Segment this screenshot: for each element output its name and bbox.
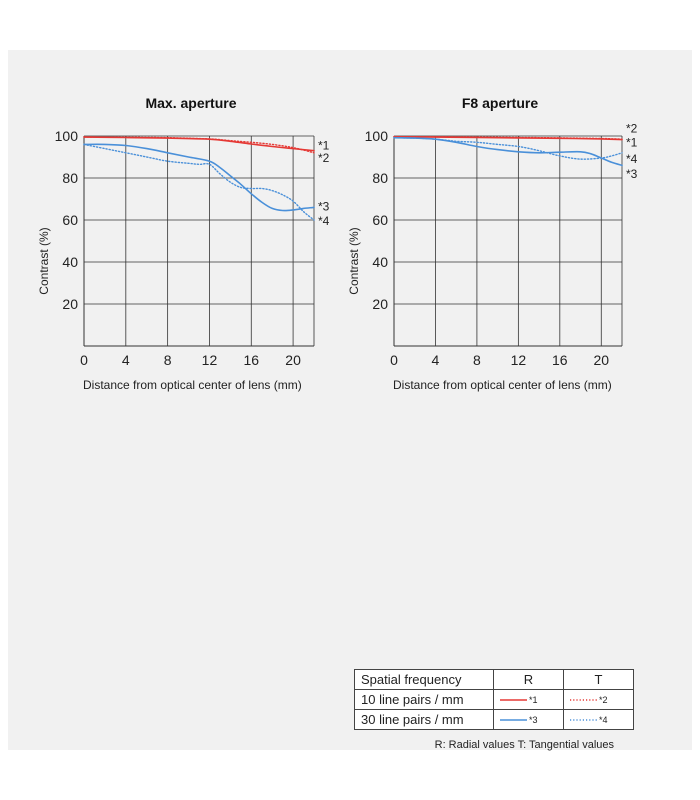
y-tick-label: 60 [62,212,78,228]
legend-header-t: T [564,670,634,690]
legend-header-label: Spatial frequency [355,670,494,690]
x-tick-label: 12 [201,352,218,368]
y-tick-label: 20 [372,296,388,312]
legend-row-10lp [355,690,634,710]
series-line-n3 [394,138,622,166]
legend-swatch-name: *3 [529,714,538,725]
series-end-label: *2 [318,151,330,166]
series-line-n3 [84,144,314,210]
y-axis-label: Contrast (%) [347,227,361,295]
legend-swatch-name: *2 [599,694,608,705]
x-tick-label: 16 [243,352,260,368]
y-tick-label: 40 [62,254,78,270]
legend-table [354,669,634,730]
y-tick-label: 80 [372,170,388,186]
legend-swatch-name: *1 [529,694,538,705]
legend-swatch-2 [564,690,634,710]
series-end-label: *4 [626,152,638,167]
x-axis-label: Distance from optical center of lens (mm) [393,378,612,392]
series-end-label: *1 [626,135,638,150]
legend-swatch-4 [564,710,634,730]
legend-row-label: 10 line pairs / mm [355,690,494,710]
legend-header-row [355,670,634,690]
series-end-label: *3 [318,199,330,214]
legend-header-r: R [494,670,564,690]
x-axis-label: Distance from optical center of lens (mm) [83,378,302,392]
series-end-label: *2 [626,121,638,136]
x-tick-label: 8 [163,352,172,368]
legend-swatch-3 [494,710,564,730]
chart-title: Max. aperture [145,95,237,111]
x-tick-label: 4 [121,352,130,368]
x-tick-label: 0 [80,352,88,368]
series-end-label: *3 [626,166,638,181]
legend-row-label: 30 line pairs / mm [355,710,494,730]
chart-panel [8,50,692,750]
y-tick-label: 100 [54,128,78,144]
series-end-label: *4 [318,214,330,229]
chart-title: F8 aperture [461,95,539,111]
mtf-charts [8,50,692,750]
legend-swatch-name: *4 [599,714,608,725]
x-tick-label: 8 [473,352,481,368]
y-axis-label: Contrast (%) [37,227,51,295]
y-tick-label: 80 [62,170,78,186]
x-tick-label: 12 [510,352,527,368]
y-tick-label: 100 [364,128,388,144]
x-tick-label: 20 [285,352,301,368]
legend-row-30lp [355,710,634,730]
series-line-n4 [84,144,314,220]
chart-1 [37,95,330,392]
y-tick-label: 20 [62,296,78,312]
legend-note: R: Radial values T: Tangential values [434,739,614,751]
chart-2 [347,95,638,392]
y-tick-label: 40 [372,254,388,270]
y-tick-label: 60 [372,212,388,228]
x-tick-label: 4 [431,352,440,368]
legend-swatch-1 [494,690,564,710]
series-line-n4 [394,138,622,159]
x-tick-label: 20 [593,352,610,368]
series-end-label: *1 [318,138,330,153]
x-tick-label: 16 [552,352,568,368]
x-tick-label: 0 [390,352,398,368]
